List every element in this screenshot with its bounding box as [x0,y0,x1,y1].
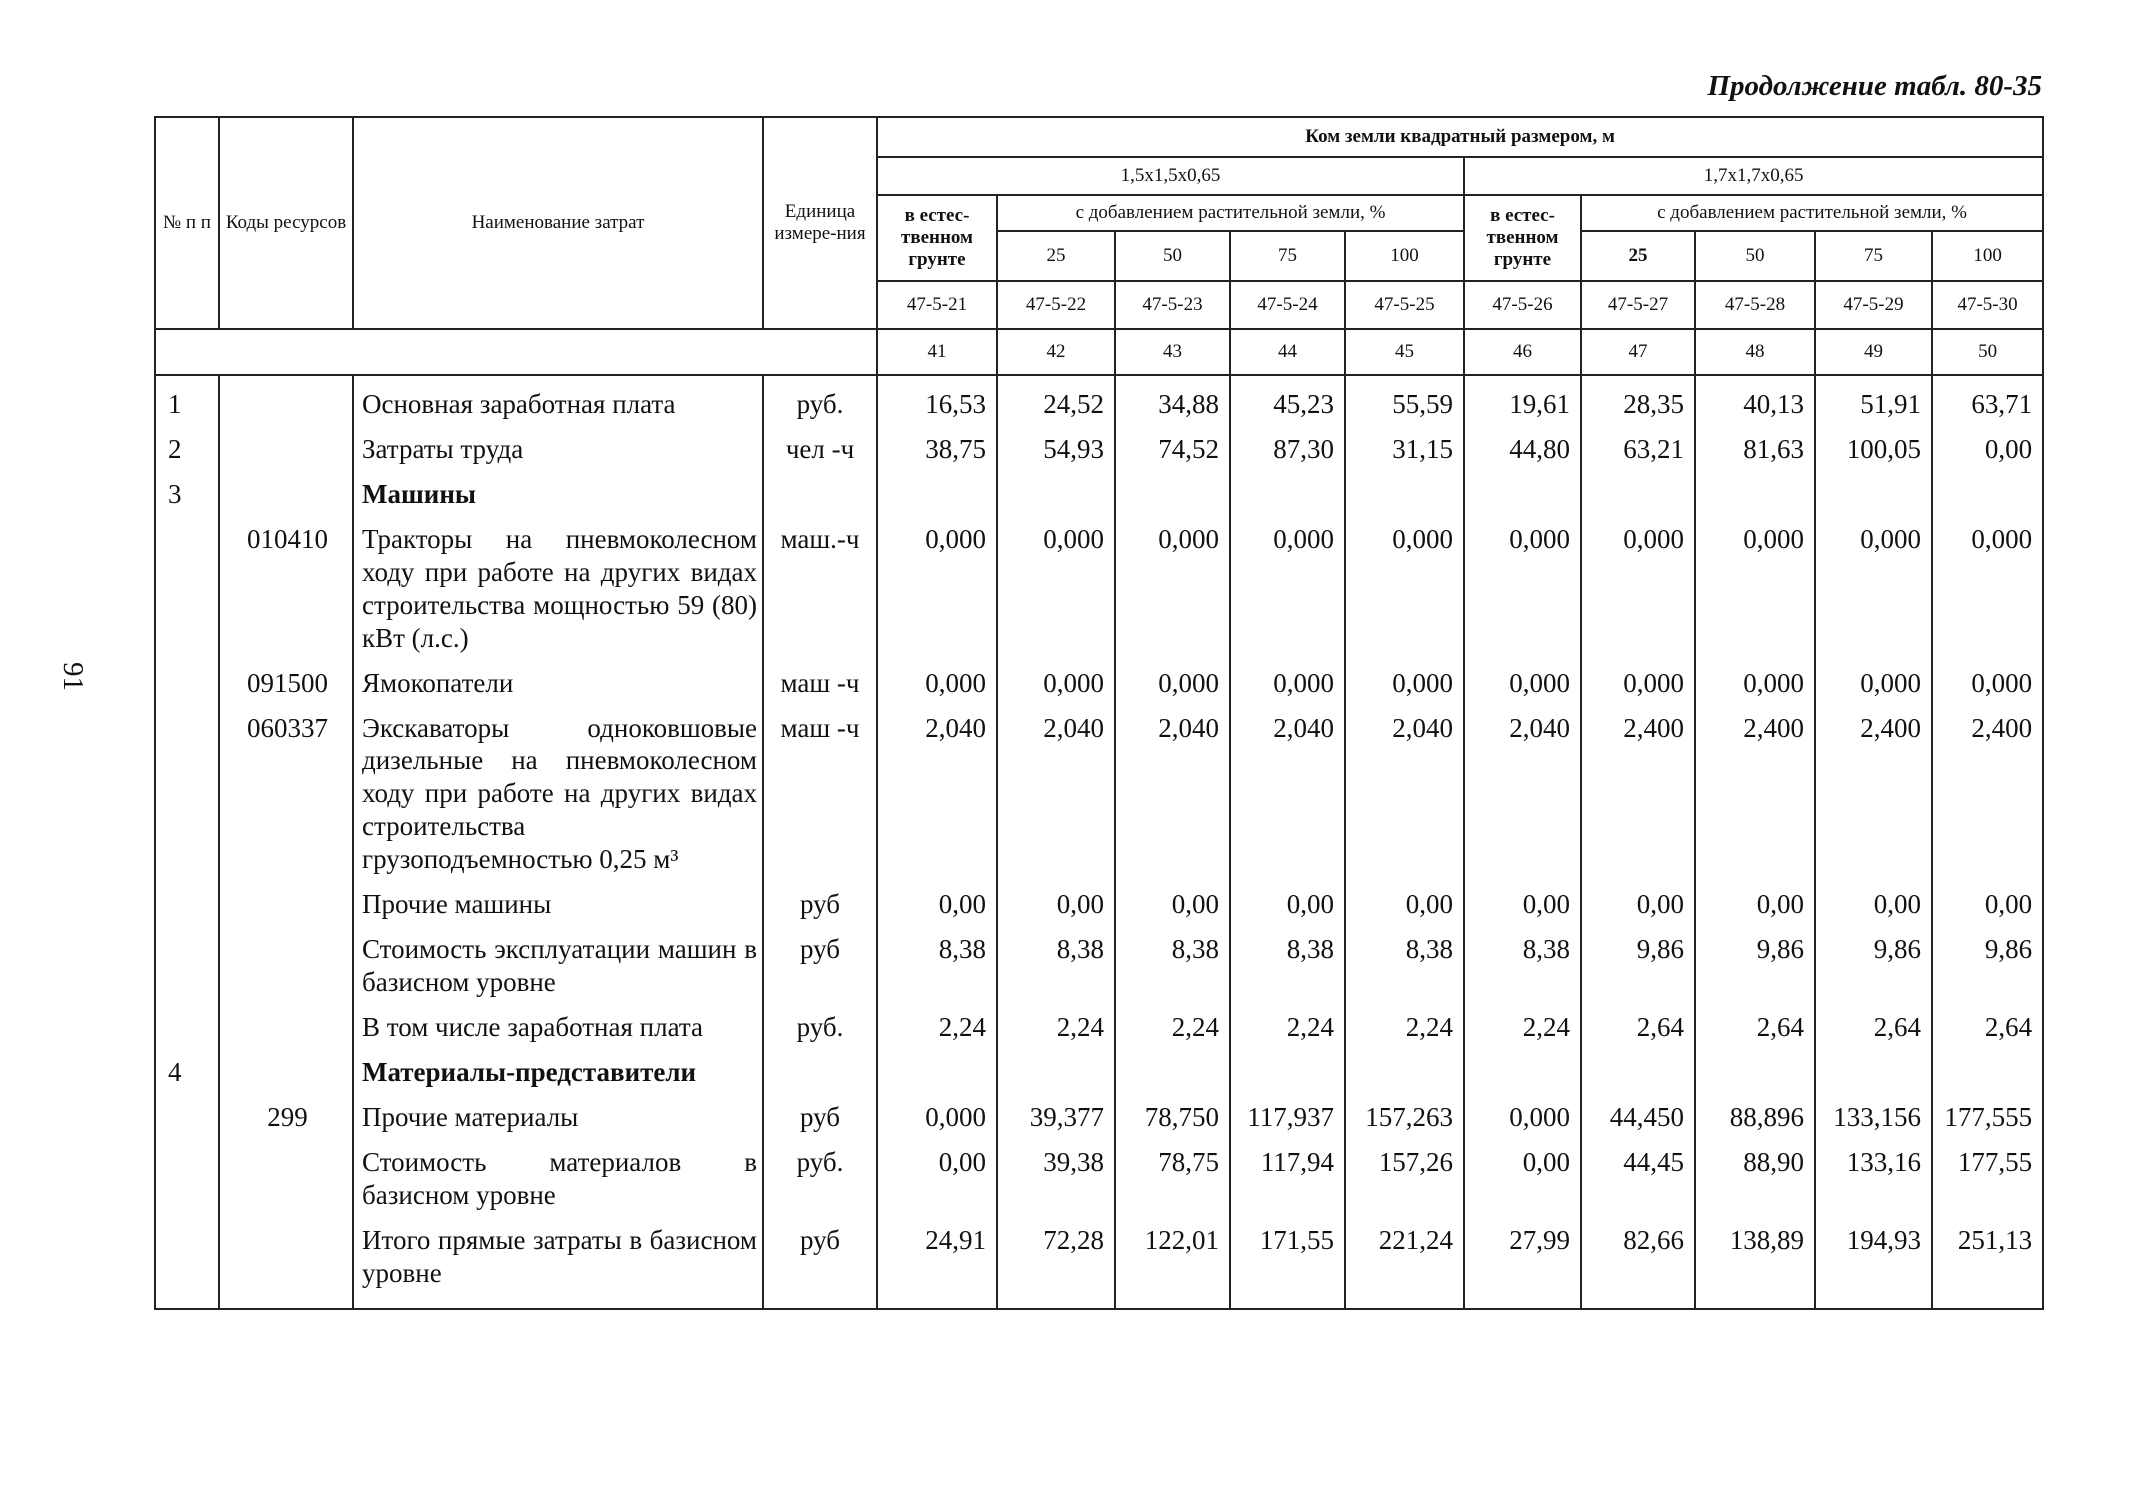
value-cell: 0,000 [997,661,1115,706]
header-norm-code: 47-5-28 [1695,281,1815,329]
row-number [155,706,219,883]
value-cell: 0,000 [1695,517,1815,661]
value-cell: 8,38 [1115,927,1230,1005]
value-cell: 44,45 [1581,1140,1695,1218]
value-cell: 0,000 [1464,517,1581,661]
value-cell [997,472,1115,517]
value-cell [1464,472,1581,517]
header-col-code: Коды ресурсов [219,117,353,329]
value-cell: 38,75 [877,427,997,472]
cost-table [154,116,2044,1310]
header-group-title: Ком земли квадратный размером, м [877,117,2043,157]
value-cell: 0,000 [1815,517,1932,661]
header-spacer [155,329,877,375]
value-cell: 63,21 [1581,427,1695,472]
table-header [155,117,2043,375]
value-cell: 82,66 [1581,1218,1695,1309]
page-number: 91 [57,662,89,691]
table-row [155,1140,2043,1218]
value-cell: 44,450 [1581,1095,1695,1140]
value-cell: 2,24 [1230,1005,1345,1050]
value-cell: 0,00 [1581,882,1695,927]
resource-code [219,927,353,1005]
value-cell: 122,01 [1115,1218,1230,1309]
value-cell: 0,00 [1464,1140,1581,1218]
table-row [155,661,2043,706]
row-number: 2 [155,427,219,472]
header-col-number: 45 [1345,329,1464,375]
row-number [155,1095,219,1140]
header-norm-code: 47-5-29 [1815,281,1932,329]
unit: руб. [763,375,877,427]
row-number: 4 [155,1050,219,1095]
value-cell: 2,040 [1230,706,1345,883]
header-norm-code: 47-5-24 [1230,281,1345,329]
value-cell: 0,000 [877,1095,997,1140]
value-cell: 24,91 [877,1218,997,1309]
value-cell: 63,71 [1932,375,2043,427]
value-cell: 28,35 [1581,375,1695,427]
unit: маш -ч [763,661,877,706]
header-percent: 75 [1815,231,1932,281]
resource-code [219,1005,353,1050]
table-row [155,427,2043,472]
header-col-number: 48 [1695,329,1815,375]
value-cell: 34,88 [1115,375,1230,427]
value-cell: 27,99 [1464,1218,1581,1309]
resource-code: 299 [219,1095,353,1140]
value-cell: 0,000 [1464,661,1581,706]
row-number [155,1218,219,1309]
resource-code: 091500 [219,661,353,706]
value-cell: 40,13 [1695,375,1815,427]
cost-name: В том числе заработная плата [353,1005,763,1050]
resource-code [219,882,353,927]
value-cell: 251,13 [1932,1218,2043,1309]
value-cell: 8,38 [1464,927,1581,1005]
value-cell: 2,64 [1815,1005,1932,1050]
value-cell [1581,1050,1695,1095]
value-cell: 74,52 [1115,427,1230,472]
table-row [155,517,2043,661]
value-cell [1932,1050,2043,1095]
header-percent: 100 [1345,231,1464,281]
value-cell: 9,86 [1932,927,2043,1005]
value-cell: 171,55 [1230,1218,1345,1309]
value-cell: 117,937 [1230,1095,1345,1140]
unit: чел -ч [763,427,877,472]
header-col-number: 50 [1932,329,2043,375]
section-title: Материалы-представители [353,1050,763,1095]
table-row [155,706,2043,883]
header-percent: 50 [1695,231,1815,281]
header-col-name: Наименование затрат [353,117,763,329]
value-cell: 2,64 [1932,1005,2043,1050]
cost-name: Затраты труда [353,427,763,472]
table-row [155,375,2043,427]
table-row [155,472,2043,517]
value-cell: 194,93 [1815,1218,1932,1309]
header-norm-code: 47-5-27 [1581,281,1695,329]
value-cell: 0,000 [1932,661,2043,706]
value-cell: 157,26 [1345,1140,1464,1218]
table-row [155,1218,2043,1309]
value-cell: 133,156 [1815,1095,1932,1140]
value-cell: 39,38 [997,1140,1115,1218]
header-norm-code: 47-5-25 [1345,281,1464,329]
header-norm-code: 47-5-26 [1464,281,1581,329]
value-cell: 0,000 [1345,517,1464,661]
value-cell: 2,24 [877,1005,997,1050]
header-size-2: 1,7х1,7х0,65 [1464,157,2043,195]
value-cell: 157,263 [1345,1095,1464,1140]
cost-name: Прочие машины [353,882,763,927]
cost-name: Итого прямые затраты в базисном уровне [353,1218,763,1309]
cost-name: Основная заработная плата [353,375,763,427]
value-cell: 100,05 [1815,427,1932,472]
value-cell: 0,000 [1464,1095,1581,1140]
section-title: Машины [353,472,763,517]
value-cell: 2,24 [1464,1005,1581,1050]
unit: руб. [763,1140,877,1218]
value-cell [1345,1050,1464,1095]
value-cell: 9,86 [1695,927,1815,1005]
value-cell [877,1050,997,1095]
resource-code [219,1050,353,1095]
value-cell: 2,040 [1115,706,1230,883]
row-number: 1 [155,375,219,427]
value-cell: 2,040 [1464,706,1581,883]
unit: руб. [763,1005,877,1050]
table-row [155,1095,2043,1140]
value-cell [1115,472,1230,517]
value-cell [1695,1050,1815,1095]
value-cell [1230,1050,1345,1095]
value-cell: 55,59 [1345,375,1464,427]
value-cell [997,1050,1115,1095]
value-cell: 8,38 [997,927,1115,1005]
value-cell: 117,94 [1230,1140,1345,1218]
value-cell: 0,000 [1815,661,1932,706]
value-cell: 2,64 [1581,1005,1695,1050]
value-cell: 88,896 [1695,1095,1815,1140]
header-size-1: 1,5х1,5х0,65 [877,157,1464,195]
value-cell: 0,00 [877,882,997,927]
resource-code: 010410 [219,517,353,661]
header-col-number: 44 [1230,329,1345,375]
value-cell: 0,000 [1345,661,1464,706]
value-cell [1815,1050,1932,1095]
row-number: 3 [155,472,219,517]
cost-name: Стоимость эксплуатации машин в базисном уровне [353,927,763,1005]
header-with-added-soil-1: с добавлением растительной земли, % [997,195,1464,231]
value-cell: 177,555 [1932,1095,2043,1140]
value-cell: 2,400 [1932,706,2043,883]
value-cell: 24,52 [997,375,1115,427]
row-number [155,661,219,706]
row-number [155,1005,219,1050]
value-cell: 88,90 [1695,1140,1815,1218]
cost-name: Экскаваторы одноковшовые дизельные на пневмоколесном ходу при работе на других видах строительства грузоподъемностью 0,25 м³ [353,706,763,883]
value-cell: 0,00 [1115,882,1230,927]
value-cell: 0,00 [997,882,1115,927]
value-cell [1581,472,1695,517]
value-cell: 0,000 [1230,661,1345,706]
header-col-unit: Единица измере-ния [763,117,877,329]
value-cell: 45,23 [1230,375,1345,427]
value-cell: 44,80 [1464,427,1581,472]
value-cell: 0,000 [1581,661,1695,706]
value-cell: 51,91 [1815,375,1932,427]
value-cell: 16,53 [877,375,997,427]
resource-code [219,1218,353,1309]
header-norm-code: 47-5-23 [1115,281,1230,329]
value-cell [1695,472,1815,517]
value-cell: 2,24 [997,1005,1115,1050]
header-col-number: 42 [997,329,1115,375]
value-cell: 31,15 [1345,427,1464,472]
header-percent: 25 [1581,231,1695,281]
unit: руб [763,882,877,927]
row-number [155,882,219,927]
value-cell: 0,00 [1932,427,2043,472]
resource-code [219,472,353,517]
row-number [155,927,219,1005]
table-body [155,375,2043,1309]
header-col-number: 49 [1815,329,1932,375]
header-col-no: № п п [155,117,219,329]
value-cell: 0,00 [1695,882,1815,927]
value-cell: 19,61 [1464,375,1581,427]
value-cell: 0,000 [997,517,1115,661]
table-row [155,1005,2043,1050]
value-cell: 138,89 [1695,1218,1815,1309]
value-cell: 78,75 [1115,1140,1230,1218]
header-with-added-soil-2: с добавлением растительной земли, % [1581,195,2043,231]
row-number [155,517,219,661]
header-natural-soil-2: в естес-твенном грунте [1464,195,1581,281]
unit: руб [763,1095,877,1140]
value-cell: 133,16 [1815,1140,1932,1218]
value-cell: 2,24 [1345,1005,1464,1050]
resource-code [219,375,353,427]
value-cell [1932,472,2043,517]
header-percent: 100 [1932,231,2043,281]
header-col-number: 41 [877,329,997,375]
value-cell [1464,1050,1581,1095]
value-cell: 54,93 [997,427,1115,472]
unit [763,472,877,517]
header-norm-code: 47-5-22 [997,281,1115,329]
cost-name: Стоимость материалов в базисном уровне [353,1140,763,1218]
value-cell [1115,1050,1230,1095]
table-continuation-caption: Продолжение табл. 80-35 [1707,70,2042,102]
value-cell: 87,30 [1230,427,1345,472]
value-cell [1815,472,1932,517]
unit: руб [763,927,877,1005]
row-number [155,1140,219,1218]
value-cell: 0,000 [877,661,997,706]
unit: маш -ч [763,706,877,883]
value-cell: 8,38 [1345,927,1464,1005]
header-norm-code: 47-5-30 [1932,281,2043,329]
value-cell: 0,000 [877,517,997,661]
value-cell: 0,00 [1345,882,1464,927]
header-col-number: 43 [1115,329,1230,375]
value-cell: 8,38 [1230,927,1345,1005]
value-cell: 0,00 [1464,882,1581,927]
table-row [155,882,2043,927]
value-cell: 0,00 [1932,882,2043,927]
unit [763,1050,877,1095]
cost-name: Ямокопатели [353,661,763,706]
value-cell: 2,400 [1695,706,1815,883]
cost-table-container [154,116,2042,1310]
header-percent: 50 [1115,231,1230,281]
table-row [155,927,2043,1005]
cost-name: Тракторы на пневмоколесном ходу при работе на других видах строительства мощностью 59 (80) кВт (л.с.) [353,517,763,661]
resource-code: 060337 [219,706,353,883]
value-cell: 78,750 [1115,1095,1230,1140]
value-cell: 0,000 [1115,661,1230,706]
value-cell: 0,000 [1115,517,1230,661]
value-cell: 0,000 [1230,517,1345,661]
value-cell [1345,472,1464,517]
cost-name: Прочие материалы [353,1095,763,1140]
value-cell: 0,000 [1581,517,1695,661]
value-cell: 72,28 [997,1218,1115,1309]
value-cell: 2,040 [1345,706,1464,883]
header-percent: 25 [997,231,1115,281]
value-cell: 0,00 [877,1140,997,1218]
value-cell: 39,377 [997,1095,1115,1140]
resource-code [219,427,353,472]
value-cell [877,472,997,517]
value-cell: 9,86 [1815,927,1932,1005]
value-cell: 0,00 [1230,882,1345,927]
table-row [155,1050,2043,1095]
value-cell: 0,00 [1815,882,1932,927]
value-cell: 2,400 [1815,706,1932,883]
value-cell: 2,040 [997,706,1115,883]
header-natural-soil-1: в естес-твенном грунте [877,195,997,281]
value-cell: 2,400 [1581,706,1695,883]
value-cell: 81,63 [1695,427,1815,472]
value-cell: 177,55 [1932,1140,2043,1218]
header-col-number: 46 [1464,329,1581,375]
value-cell: 221,24 [1345,1218,1464,1309]
value-cell: 2,24 [1115,1005,1230,1050]
value-cell: 0,000 [1695,661,1815,706]
value-cell: 0,000 [1932,517,2043,661]
header-col-number: 47 [1581,329,1695,375]
value-cell: 2,040 [877,706,997,883]
value-cell: 8,38 [877,927,997,1005]
header-percent: 75 [1230,231,1345,281]
header-norm-code: 47-5-21 [877,281,997,329]
unit: маш.-ч [763,517,877,661]
value-cell [1230,472,1345,517]
resource-code [219,1140,353,1218]
value-cell: 9,86 [1581,927,1695,1005]
unit: руб [763,1218,877,1309]
value-cell: 2,64 [1695,1005,1815,1050]
